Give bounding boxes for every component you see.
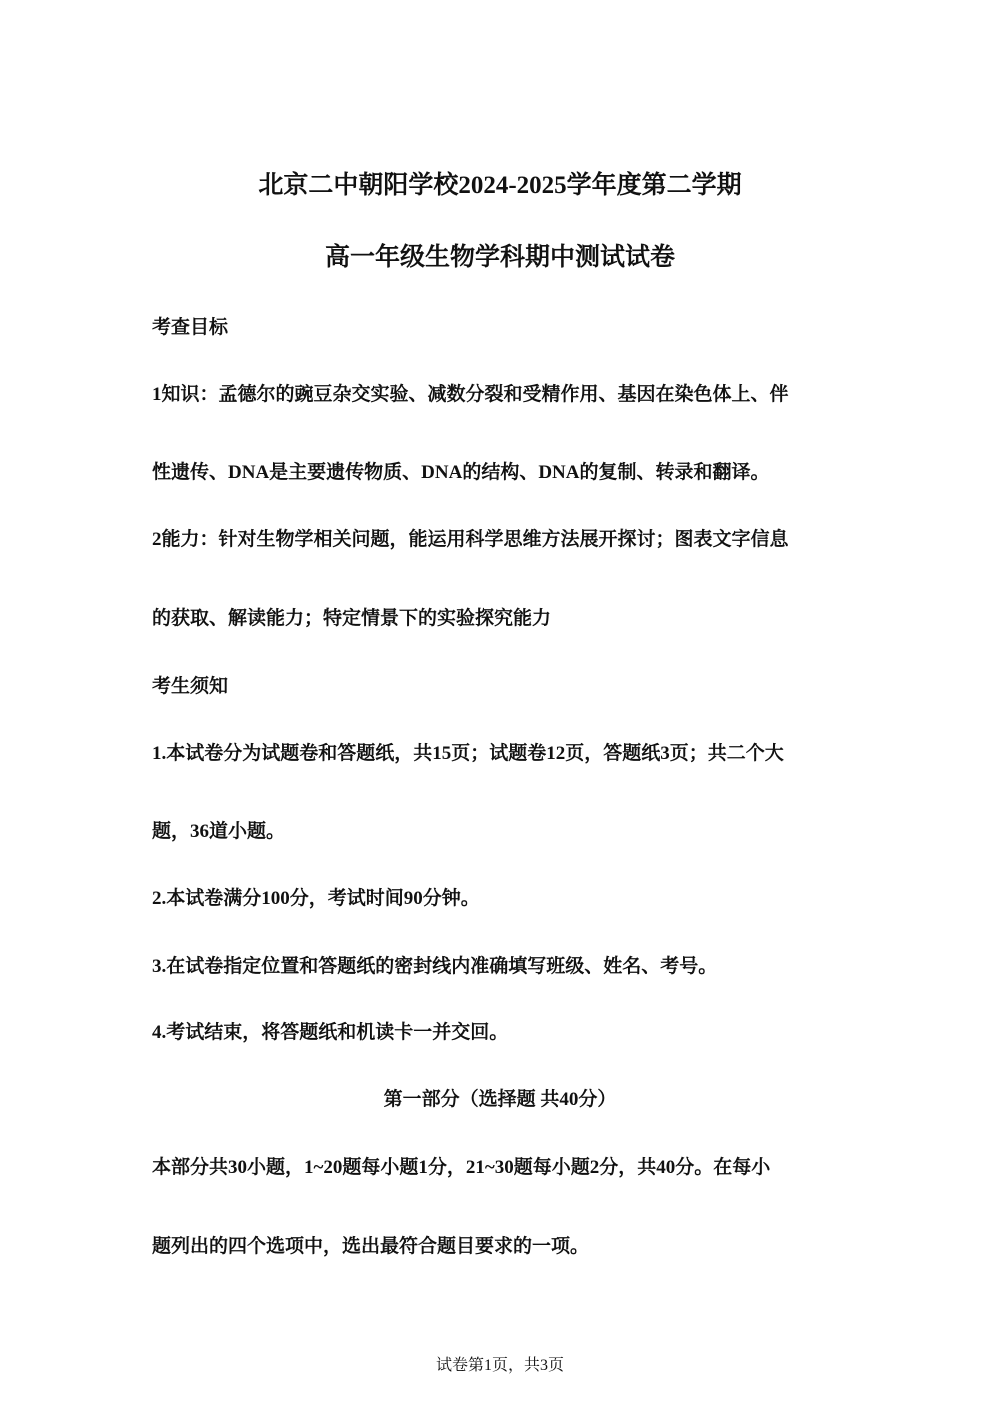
exam-title-line2: 高一年级生物学科期中测试试卷 [324, 244, 675, 271]
notice-item1-line2: 题，36道小题。 [152, 821, 286, 842]
objectives-heading: 考查目标 [152, 317, 229, 338]
objectives-ability-line1: 2能力：针对生物学相关问题，能运用科学思维方法展开探讨；图表文字信息 [152, 529, 789, 550]
part1-description-line1: 本部分共30小题，1~20题每小题1分，21~30题每小题2分，共40分。在每小 [152, 1157, 771, 1178]
notice-item4: 4.考试结束，将答题纸和机读卡一并交回。 [152, 1022, 509, 1043]
page-footer: 试卷第1页，共3页 [435, 1357, 564, 1374]
notice-item2: 2.本试卷满分100分，考试时间90分钟。 [152, 888, 480, 909]
objectives-knowledge-line1: 1知识：孟德尔的豌豆杂交实验、减数分裂和受精作用、基因在染色体上、伴 [152, 384, 789, 405]
part1-description-line2: 题列出的四个选项中，选出最符合题目要求的一项。 [152, 1236, 590, 1257]
notice-item1-line1: 1.本试卷分为试题卷和答题纸，共15页；试题卷12页，答题纸3页；共二个大 [152, 743, 784, 764]
exam-title-line1: 北京二中朝阳学校2024-2025学年度第二学期 [258, 172, 742, 199]
part1-heading: 第一部分（选择题 共40分） [383, 1089, 617, 1110]
notice-item3: 3.在试卷指定位置和答题纸的密封线内准确填写班级、姓名、考号。 [152, 956, 718, 977]
notice-heading: 考生须知 [152, 676, 229, 697]
objectives-knowledge-line2: 性遗传、DNA是主要遗传物质、DNA的结构、DNA的复制、转录和翻译。 [152, 462, 770, 483]
objectives-ability-line2: 的获取、解读能力；特定情景下的实验探究能力 [152, 608, 552, 629]
